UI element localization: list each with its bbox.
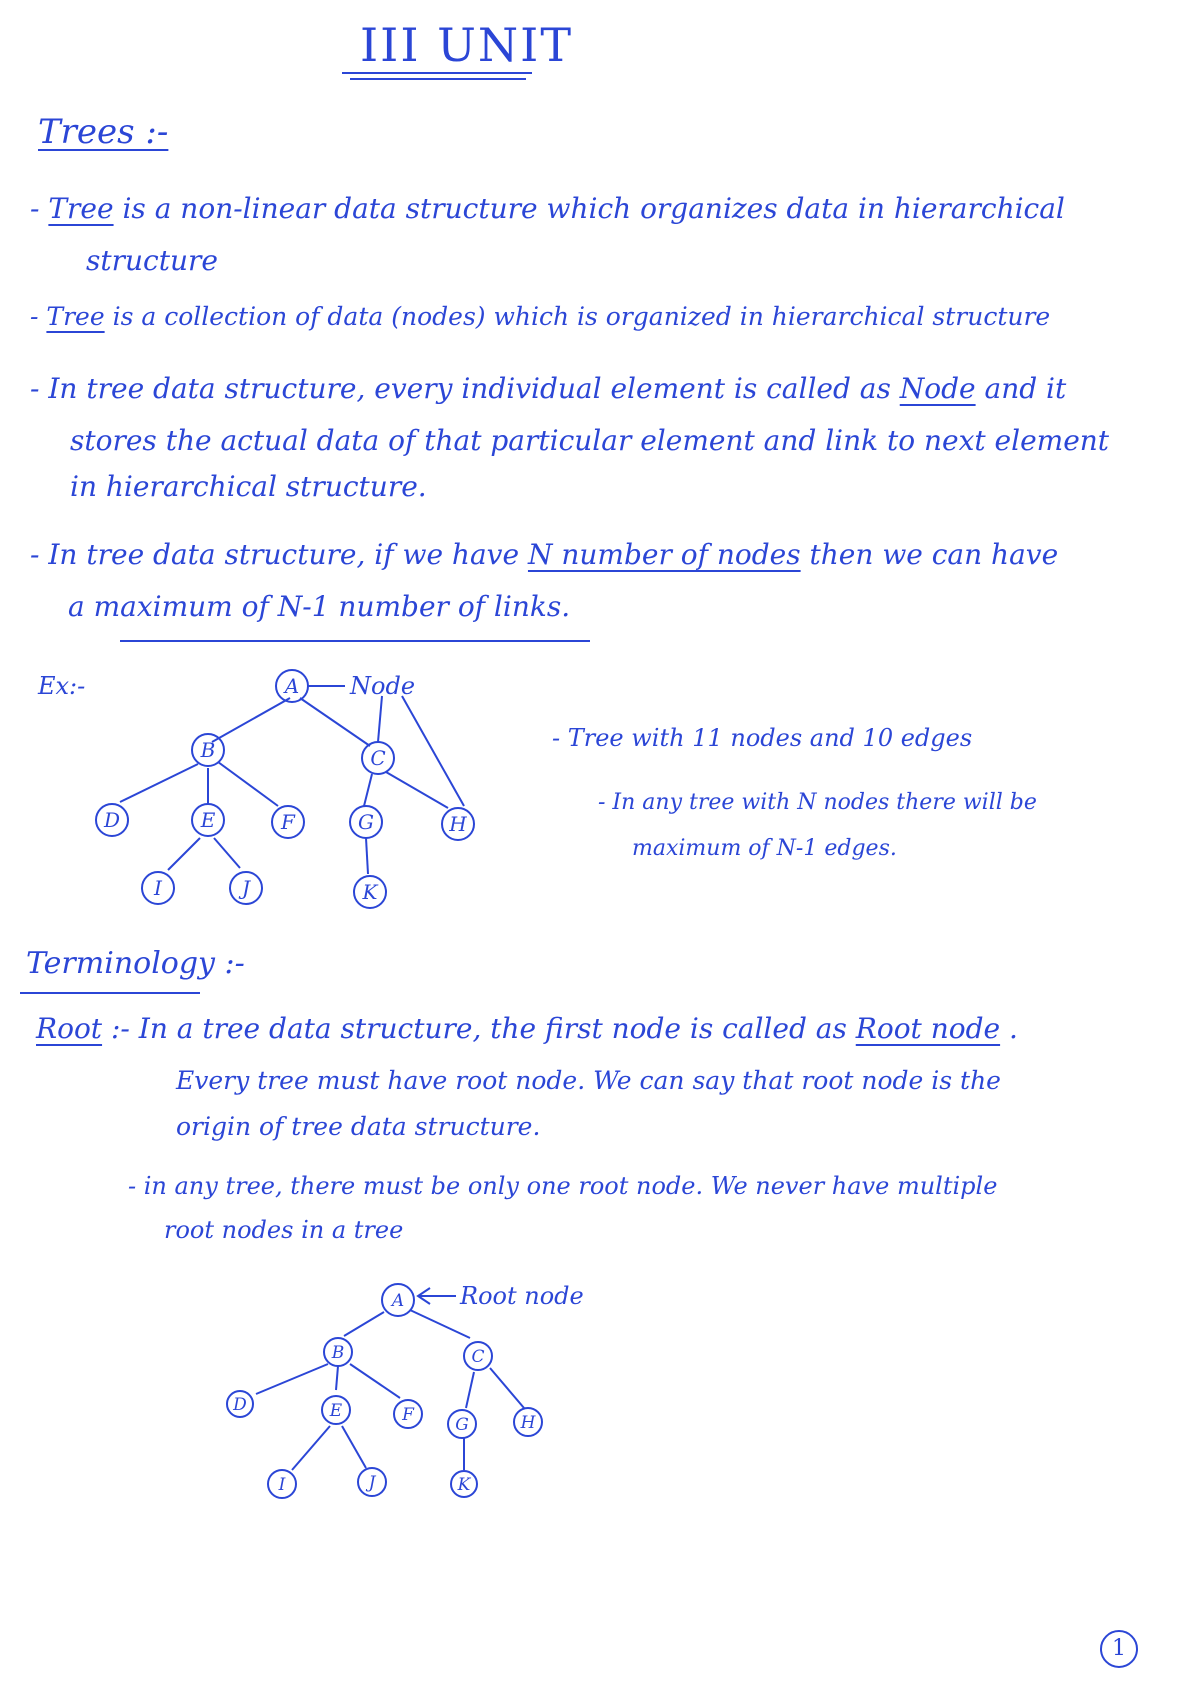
- root-edge-b-d: [256, 1364, 328, 1394]
- root-node-h-label: H: [520, 1413, 536, 1433]
- root-node-d-label: D: [233, 1395, 247, 1415]
- root-edge-e-i: [292, 1426, 330, 1470]
- node-d-label: D: [103, 808, 121, 832]
- root-edge-a-b: [344, 1312, 384, 1336]
- root-edge-a-c: [410, 1310, 470, 1338]
- root-node-annotation: Root node: [460, 1282, 584, 1310]
- root-node-e-label: E: [329, 1401, 343, 1421]
- links-underline: [120, 640, 590, 642]
- root-node-j-label: J: [368, 1473, 376, 1493]
- trees-bullet-1-cont: structure: [86, 244, 218, 277]
- root-node-i-label: I: [278, 1475, 286, 1495]
- node-c-label: C: [370, 746, 386, 770]
- edge-a-b: [212, 698, 290, 742]
- title-underline-2: [350, 78, 526, 80]
- edge-a-c: [300, 698, 370, 746]
- edge-e-i: [168, 838, 200, 870]
- root-node-a-label: A: [391, 1291, 405, 1311]
- edge-b-f: [218, 762, 278, 806]
- root-edge-b-f: [350, 1364, 400, 1398]
- root-edge-e-j: [342, 1426, 366, 1468]
- edge-c-g: [364, 774, 372, 806]
- root-definition-line-3: origin of tree data structure.: [176, 1112, 541, 1141]
- trees-bullet-2: - Tree is a collection of data (nodes) which is organized in hierarchical structure: [30, 302, 1051, 331]
- example-note-3: maximum of N-1 edges.: [632, 836, 897, 861]
- node-b-label: B: [200, 738, 216, 762]
- node-g-label: G: [358, 810, 374, 834]
- node-h-label: H: [449, 812, 467, 836]
- root-definition-line-1: Root :- In a tree data structure, the first node is called as Root node .: [36, 1012, 1018, 1045]
- node-annotation: Node: [350, 672, 416, 700]
- edge-g-k: [366, 838, 368, 874]
- node-pointer-c: [378, 696, 382, 742]
- root-definition-line-4: - in any tree, there must be only one root node. We never have multiple: [128, 1172, 998, 1200]
- trees-bullet-4: - In tree data structure, if we have N number of nodes then we can have: [30, 538, 1059, 571]
- node-j-label: J: [241, 876, 251, 900]
- trees-bullet-3: - In tree data structure, every individual element is called as Node and it: [30, 372, 1067, 405]
- root-definition-line-5: root nodes in a tree: [164, 1216, 404, 1244]
- root-node-g-label: G: [455, 1415, 469, 1435]
- root-node-f-label: F: [402, 1405, 414, 1425]
- page-title: III UNIT: [360, 18, 574, 72]
- trees-bullet-3-cont2: in hierarchical structure.: [70, 470, 427, 503]
- page-number: 1: [1100, 1630, 1138, 1668]
- terminology-heading: Terminology :-: [26, 946, 245, 981]
- root-tree-diagram: [0, 1260, 640, 1520]
- root-node-c-label: C: [471, 1347, 485, 1367]
- trees-bullet-4-cont: a maximum of N-1 number of links.: [68, 590, 571, 623]
- edge-b-d: [120, 764, 198, 802]
- node-a-label: A: [284, 674, 300, 698]
- example-label: Ex:-: [38, 672, 86, 700]
- node-k-label: K: [362, 880, 378, 904]
- example-note-1: - Tree with 11 nodes and 10 edges: [552, 724, 973, 752]
- edge-c-h: [386, 772, 448, 808]
- trees-bullet-1: - Tree is a non-linear data structure which organizes data in hierarchical: [30, 192, 1065, 225]
- node-pointer-h: [402, 696, 464, 806]
- terminology-underline: [20, 992, 200, 994]
- node-i-label: I: [154, 876, 162, 900]
- trees-bullet-3-cont: stores the actual data of that particular element and link to next element: [70, 424, 1110, 457]
- title-underline-1: [342, 72, 532, 74]
- node-f-label: F: [281, 810, 295, 834]
- root-node-b-label: B: [331, 1343, 345, 1363]
- root-edge-c-g: [466, 1372, 474, 1408]
- example-tree-diagram: [0, 650, 560, 970]
- root-edge-c-h: [490, 1368, 524, 1408]
- example-note-2: - In any tree with N nodes there will be: [598, 790, 1037, 815]
- node-e-label: E: [200, 808, 216, 832]
- root-node-k-label: K: [457, 1475, 471, 1495]
- trees-heading: Trees :-: [38, 112, 169, 152]
- root-edge-b-e: [336, 1366, 338, 1390]
- edge-e-j: [214, 838, 240, 868]
- root-definition-line-2: Every tree must have root node. We can say that root node is the: [176, 1066, 1001, 1095]
